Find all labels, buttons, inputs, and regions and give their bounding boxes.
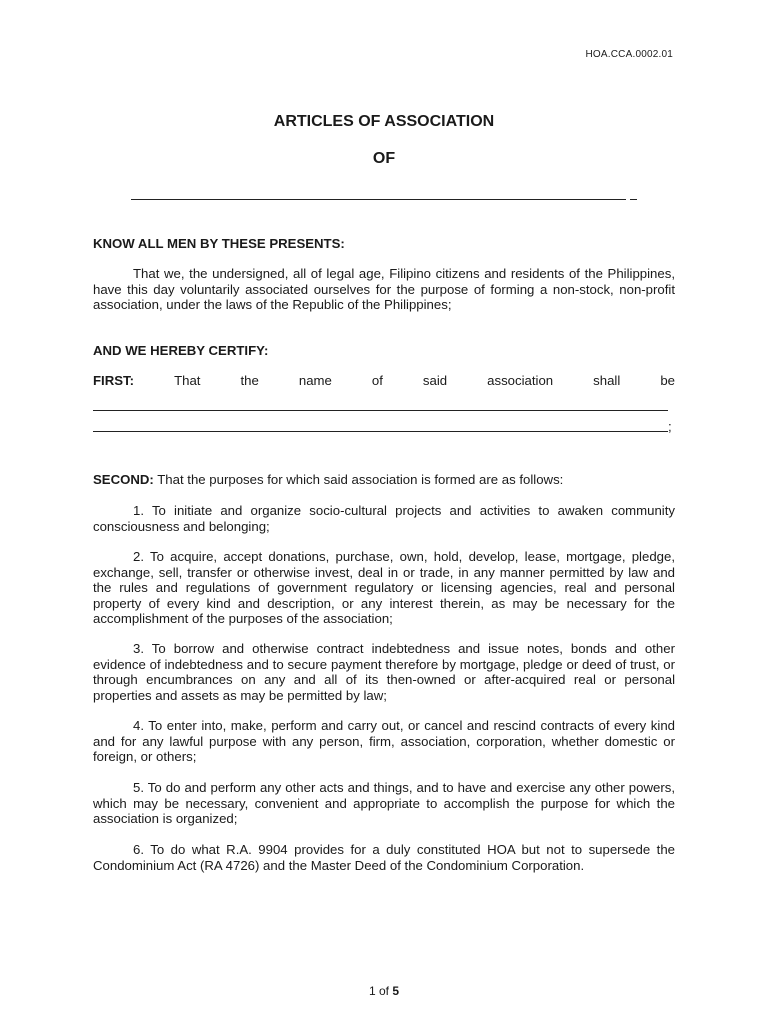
first-word: association — [487, 373, 554, 388]
first-clause — [93, 373, 675, 388]
first-label: FIRST: — [93, 373, 135, 388]
page-of: of — [378, 984, 389, 998]
second-clause — [93, 472, 693, 487]
know-all-heading: KNOW ALL MEN BY THESE PRESENTS: — [93, 236, 345, 251]
first-word: name — [298, 373, 332, 388]
first-word: said — [422, 373, 448, 388]
document-title: ARTICLES OF ASSOCIATION — [273, 113, 495, 130]
purpose-item: 4. To enter into, make, perform and carry out, or cancel and rescind contracts of every kind and for any lawful purpose with any person, firm, association, corporation, whether domestic or foreign, or others; — [93, 718, 675, 765]
document-subtitle: OF — [372, 150, 396, 167]
purpose-item: 2. To acquire, accept donations, purchase, own, hold, develop, lease, mortgage, pledge, exchange, sell, transfer or otherwise invest, deal in or trade, in any manner permitted by law and the rules and regulations of government regulatory or licensing agencies, real and personal property of every kind and description, or any interest therein, as may be necessary for the accomplishment of the purposes of the association; — [93, 549, 675, 627]
association-name-blank-line-tail — [630, 199, 637, 200]
page-footer — [0, 984, 768, 998]
second-label: SECOND: — [93, 472, 154, 487]
certify-heading: AND WE HEREBY CERTIFY: — [93, 343, 269, 358]
first-blank-line-2 — [93, 431, 668, 432]
first-word: the — [240, 373, 259, 388]
first-word: That — [174, 373, 201, 388]
first-word: of — [371, 373, 383, 388]
purpose-item: 3. To borrow and otherwise contract indebtedness and issue notes, bonds and other evidence of indebtedness and to secure payment therefore by mortgage, pledge or deed of trust, or through encumbrances on any and all of its then-owned or after-acquired real or personal properties and assets as may be permitted by law; — [93, 641, 675, 703]
purpose-item: 1. To initiate and organize socio-cultural projects and activities to awaken community consciousness and belonging; — [93, 503, 675, 534]
purpose-item: 6. To do what R.A. 9904 provides for a duly constituted HOA but not to supersede the Condominium Act (RA 4726) and the Master Deed of the Condominium Corporation. — [93, 842, 675, 873]
second-text: That the purposes for which said association is formed are as follows: — [157, 472, 564, 487]
page-number: 1 — [368, 984, 376, 998]
first-end-mark: ; — [668, 419, 672, 434]
association-name-blank-line — [131, 199, 626, 200]
first-blank-line-1 — [93, 410, 668, 411]
document-id: HOA.CCA.0002.01 — [585, 49, 673, 60]
intro-paragraph: That we, the undersigned, all of legal age, Filipino citizens and residents of the Philippines, have this day voluntarily associated ourselves for the purpose of forming a non-stock, non-profit association, under the laws of the Republic of the Philippines; — [93, 266, 675, 313]
page-total: 5 — [392, 984, 400, 998]
first-word: be — [660, 373, 675, 388]
first-word: shall — [593, 373, 621, 388]
purpose-item: 5. To do and perform any other acts and things, and to have and exercise any other powers, which may be necessary, convenient and appropriate to accomplish the purpose for which the association is organized; — [93, 780, 675, 827]
